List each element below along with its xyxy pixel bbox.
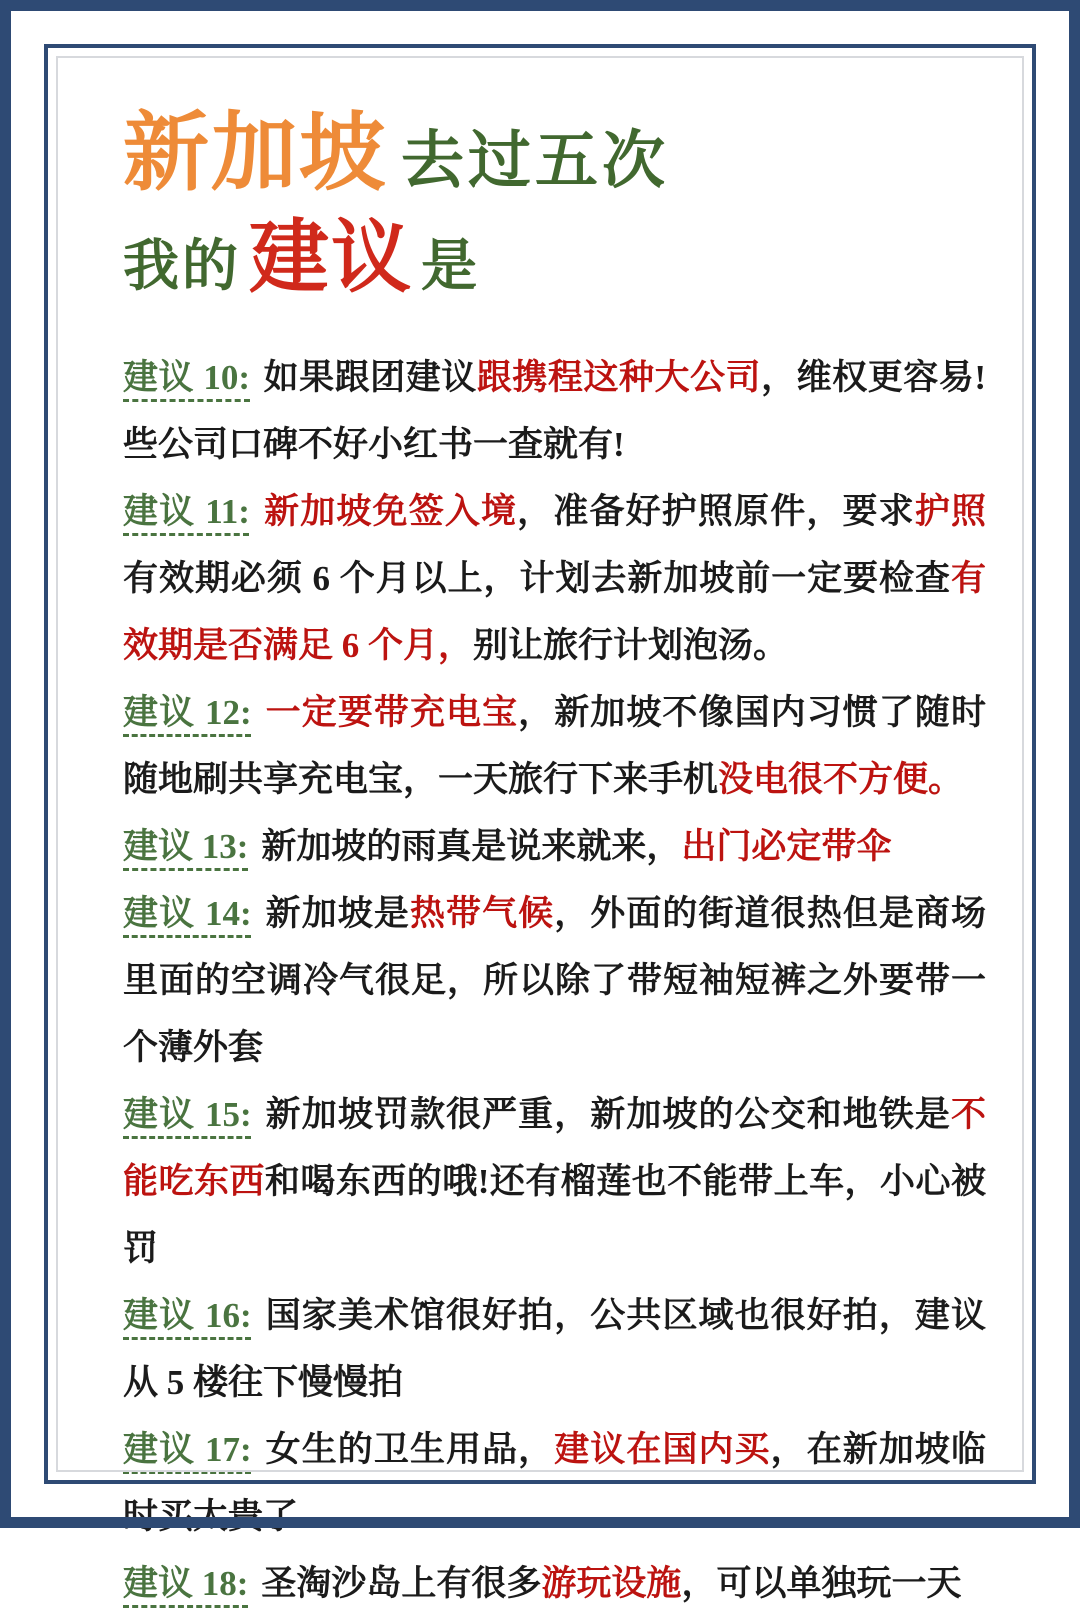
tip-text: 圣淘沙岛上有很多 — [261, 1564, 542, 1603]
tip-highlight-text: 没电很不方便。 — [718, 760, 964, 799]
tip-label: 建议 13: — [123, 827, 249, 866]
tip-text: 女生的卫生用品， — [264, 1430, 555, 1469]
tip-text: 有效期必须 6 个月以上，计划去新加坡前一定要检查 — [123, 559, 951, 598]
tip-label: 建议 16: — [123, 1296, 252, 1335]
tip-label: 建议 17: — [123, 1430, 252, 1469]
tip-text: 国家美术馆很好拍，公共区域也很好拍，建议从 5 楼往下慢慢拍 — [123, 1296, 986, 1402]
tip-label: 建议 12: — [123, 693, 252, 732]
title-segment: 是 — [421, 234, 480, 297]
tip-text: ，在新加坡临时买太贵了 — [123, 1430, 986, 1536]
tip-item — [123, 679, 986, 813]
tip-text: ，新加坡不像国内习惯了随时随地刷共享充电宝，一天旅行下来手机 — [123, 693, 986, 799]
title-segment: 我的 — [123, 234, 241, 297]
tip-label: 建议 18: — [123, 1564, 249, 1603]
tip-highlight-text: 建议在国内买 — [554, 1430, 771, 1469]
tip-text: 如果跟团建议 — [263, 358, 477, 397]
tip-label: 建议 10: — [123, 358, 251, 397]
tip-label: 建议 14: — [123, 894, 252, 933]
title-segment: 建议 — [249, 213, 413, 302]
tip-item — [123, 478, 986, 679]
tip-highlight-text: 热带气候 — [409, 894, 555, 933]
tip-label: 建议 11: — [123, 492, 250, 531]
tip-highlight-text: 跟携程这种大公司 — [476, 358, 762, 397]
tip-text: 和喝东西的哦!还有榴莲也不能带上车，小心被罚 — [123, 1162, 986, 1268]
title-line-2 — [123, 213, 986, 302]
tip-text: 别让旅行计划泡汤。 — [473, 626, 789, 665]
title-segment: 去过五次 — [401, 126, 669, 196]
tip-item — [123, 880, 986, 1081]
tip-text: 新加坡是 — [264, 894, 410, 933]
tip-item — [123, 1550, 986, 1617]
tip-label: 建议 15: — [123, 1095, 252, 1134]
tip-item — [123, 1282, 986, 1416]
tip-item — [123, 1081, 986, 1282]
tip-text: ，外面的街道很热但是商场里面的空调冷气很足，所以除了带短袖短裤之外要带一个薄外套 — [123, 894, 986, 1067]
tip-text: ，可以单独玩一天 — [681, 1564, 962, 1603]
tip-highlight-text: 游玩设施 — [541, 1564, 682, 1603]
tip-text: ，准备好护照原件，要求 — [517, 492, 915, 531]
tip-item — [123, 344, 986, 478]
tip-text: ，维权更容易!些公司口碑不好小红书一查就有! — [123, 358, 986, 464]
tip-highlight-text: 有效期是否满足 6 个月， — [123, 559, 986, 665]
title-line-1 — [123, 105, 986, 201]
poster-content — [60, 60, 1020, 1603]
page-title — [123, 105, 986, 302]
tip-highlight-text: 出门必定带伞 — [681, 827, 892, 866]
tip-highlight-text: 不能吃东西 — [123, 1095, 986, 1201]
tip-highlight-text: 护照 — [914, 492, 986, 531]
tip-text: 新加坡罚款很严重，新加坡的公交和地铁是 — [264, 1095, 951, 1134]
tip-item — [123, 813, 986, 880]
tip-highlight-text: 新加坡免签入境 — [262, 492, 518, 531]
tip-highlight-text: 一定要带充电宝 — [264, 693, 519, 732]
tips-list — [123, 344, 986, 1617]
tip-text: 新加坡的雨真是说来就来， — [261, 827, 682, 866]
tip-item — [123, 1416, 986, 1550]
title-segment: 新加坡 — [123, 105, 387, 201]
